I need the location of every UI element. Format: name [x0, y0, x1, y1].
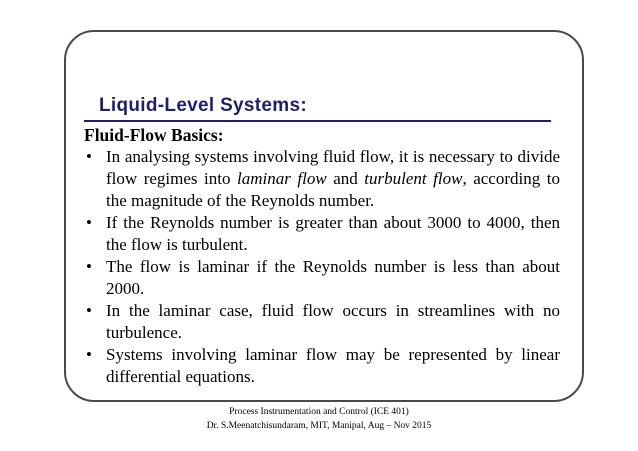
bullet-text: , according to the magnitude of the Reynolds number.	[106, 169, 560, 210]
bullet-item-5	[84, 344, 560, 388]
slide-content	[84, 124, 560, 388]
title-underline	[84, 120, 551, 122]
slide-footer	[0, 405, 638, 433]
slide-title: Liquid-Level Systems:	[99, 95, 307, 116]
bullet-marker: •	[86, 213, 92, 232]
bullet-list	[84, 146, 560, 388]
bullet-item-3	[84, 256, 560, 300]
term-laminar-flow: laminar flow	[237, 169, 327, 188]
term-turbulent-flow: turbulent flow	[364, 169, 463, 188]
bullet-marker: •	[86, 301, 92, 320]
bullet-marker: •	[86, 147, 92, 166]
bullet-text: In analysing systems involving fluid flow, it is necessary to divide flow regimes into	[106, 147, 560, 188]
bullet-marker: •	[86, 345, 92, 364]
bullet-text: If the Reynolds number is greater than about 3000 to 4000, then the flow is turbulent.	[106, 213, 560, 254]
bullet-text: Systems involving laminar flow may be represented by linear differential equations.	[106, 345, 560, 386]
bullet-text: The flow is laminar if the Reynolds number is less than about 2000.	[106, 257, 560, 298]
bullet-text: and	[326, 169, 365, 188]
bullet-item-1	[84, 146, 560, 212]
footer-author: Dr. S.Meenatchisundaram, MIT, Manipal, Aug – Nov 2015	[206, 421, 432, 431]
bullet-text: In the laminar case, fluid flow occurs in streamlines with no turbulence.	[106, 301, 560, 342]
section-heading: Fluid-Flow Basics:	[84, 125, 224, 145]
bullet-item-4	[84, 300, 560, 344]
bullet-item-2	[84, 212, 560, 256]
bullet-marker: •	[86, 257, 92, 276]
footer-course: Process Instrumentation and Control (ICE 401)	[229, 407, 409, 417]
